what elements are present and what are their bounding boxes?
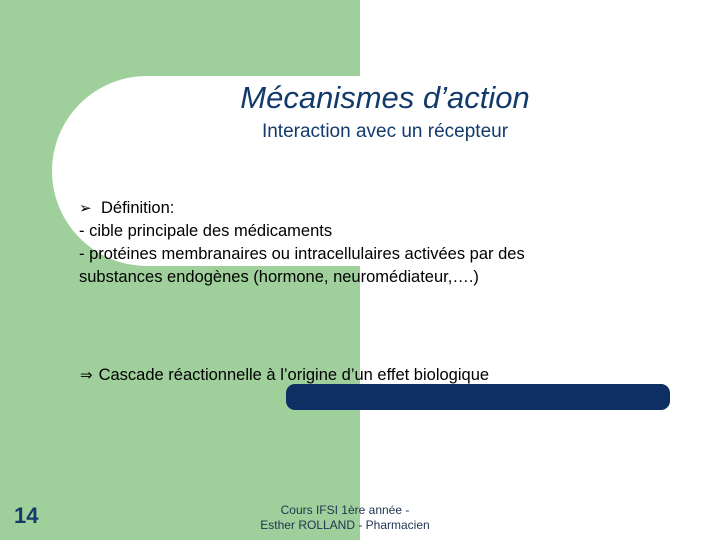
conclusion-text: Cascade réactionnelle à l’origine d’un effet biologique [98, 366, 490, 384]
definition-heading [79, 197, 679, 220]
definition-label: Définition: [101, 199, 175, 217]
footer-line-2: Esther ROLLAND - Pharmacien [260, 518, 430, 532]
definition-block [79, 197, 679, 289]
footer [230, 503, 460, 533]
definition-line-3: substances endogènes (hormone, neuromédiateur,….) [79, 268, 479, 286]
slide-subtitle: Interaction avec un récepteur [261, 121, 509, 142]
definition-line-2: - protéines membranaires ou intracellulaires activées par des [79, 245, 525, 263]
implies-arrow-icon: ⇒ [80, 366, 93, 384]
slide-number: 14 [14, 503, 39, 528]
decorative-blue-bar [286, 384, 670, 410]
definition-line-1: - cible principale des médicaments [79, 222, 333, 240]
arrow-bullet-icon: ➢ [79, 199, 92, 217]
conclusion-line [80, 366, 489, 385]
footer-line-1: Cours IFSI 1ère année - [280, 503, 410, 517]
slide-title: Mécanismes d’action [240, 80, 530, 115]
